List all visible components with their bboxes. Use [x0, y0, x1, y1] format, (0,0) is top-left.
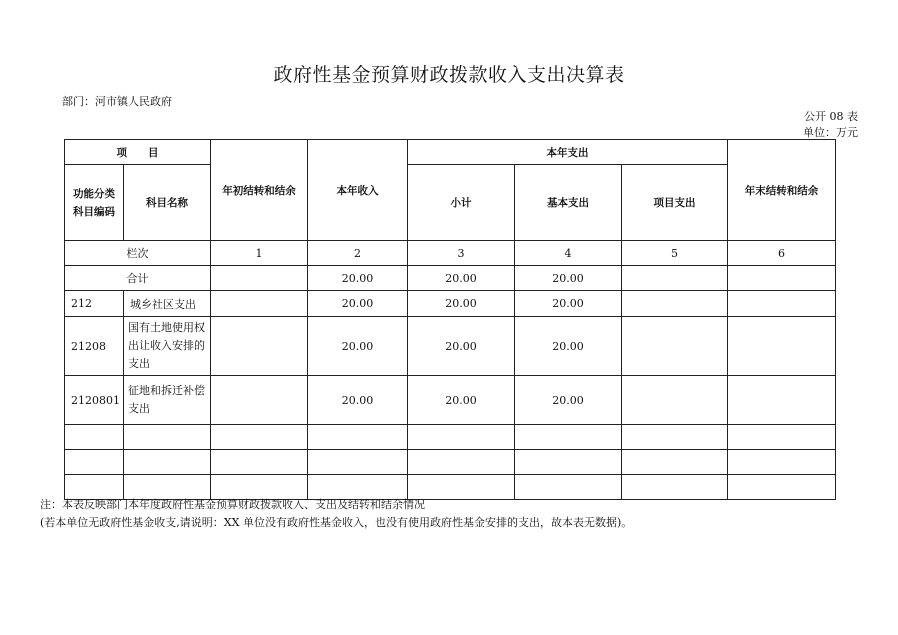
cell-income: 20.00 [308, 266, 408, 291]
cell-income: 20.00 [308, 291, 408, 317]
header-row-2 [65, 165, 836, 241]
total-label: 合计 [65, 266, 211, 291]
cell-basic: 20.00 [515, 376, 622, 425]
column-row-label: 栏次 [65, 241, 211, 266]
cell-closing [728, 266, 836, 291]
column-number: 5 [622, 241, 728, 266]
total-row [65, 266, 836, 291]
header-project-expense: 项目支出 [622, 165, 728, 241]
cell-closing [728, 317, 836, 376]
cell-subtotal: 20.00 [408, 376, 515, 425]
cell-opening [211, 266, 308, 291]
cell-income: 20.00 [308, 317, 408, 376]
cell-subject-name: 城乡社区支出 [124, 291, 211, 317]
cell-project [622, 266, 728, 291]
column-number: 1 [211, 241, 308, 266]
form-number: 公开 08 表 [804, 110, 858, 123]
budget-table [64, 139, 836, 500]
cell-subtotal: 20.00 [408, 291, 515, 317]
cell-opening [211, 376, 308, 425]
note-line-2: (若本单位无政府性基金收支,请说明：XX 单位没有政府性基金收入，也没有使用政府性基金安排的支出，故本表无数据)。 [40, 516, 633, 529]
cell-subtotal: 20.00 [408, 266, 515, 291]
header-opening-balance: 年初结转和结余 [211, 140, 308, 241]
header-subject-name: 科目名称 [124, 165, 211, 241]
cell-subject-name: 国有土地使用权出让收入安排的支出 [124, 317, 211, 376]
cell-project [622, 291, 728, 317]
cell-opening [211, 291, 308, 317]
empty-row [65, 450, 836, 475]
table-row [65, 291, 836, 317]
header-income: 本年收入 [308, 140, 408, 241]
table-row [65, 376, 836, 425]
header-basic-expense: 基本支出 [515, 165, 622, 241]
header-subtotal: 小计 [408, 165, 515, 241]
unit-label: 单位：万元 [803, 126, 858, 139]
empty-row [65, 425, 836, 450]
table-row [65, 317, 836, 376]
header-closing-balance: 年末结转和结余 [728, 140, 836, 241]
note-line-1: 注：本表反映部门本年度政府性基金预算财政拨款收入、支出及结转和结余情况 [40, 498, 425, 511]
column-number: 3 [408, 241, 515, 266]
column-number: 2 [308, 241, 408, 266]
cell-subject-name: 征地和拆迁补偿支出 [124, 376, 211, 425]
cell-basic: 20.00 [515, 266, 622, 291]
cell-subtotal: 20.00 [408, 317, 515, 376]
cell-project [622, 317, 728, 376]
header-func-code: 功能分类科目编码 [65, 165, 124, 241]
column-number: 6 [728, 241, 836, 266]
department-label: 部门：河市镇人民政府 [62, 95, 172, 108]
cell-basic: 20.00 [515, 317, 622, 376]
cell-closing [728, 376, 836, 425]
header-item: 项 目 [65, 140, 211, 165]
cell-basic: 20.00 [515, 291, 622, 317]
cell-code: 21208 [65, 317, 124, 376]
cell-opening [211, 317, 308, 376]
header-row-1 [65, 140, 836, 165]
cell-income: 20.00 [308, 376, 408, 425]
column-number-row [65, 241, 836, 266]
cell-code: 2120801 [65, 376, 124, 425]
cell-closing [728, 291, 836, 317]
page-title: 政府性基金预算财政拨款收入支出决算表 [273, 64, 625, 86]
column-number: 4 [515, 241, 622, 266]
header-expense-group: 本年支出 [408, 140, 728, 165]
cell-project [622, 376, 728, 425]
cell-code: 212 [65, 291, 124, 317]
